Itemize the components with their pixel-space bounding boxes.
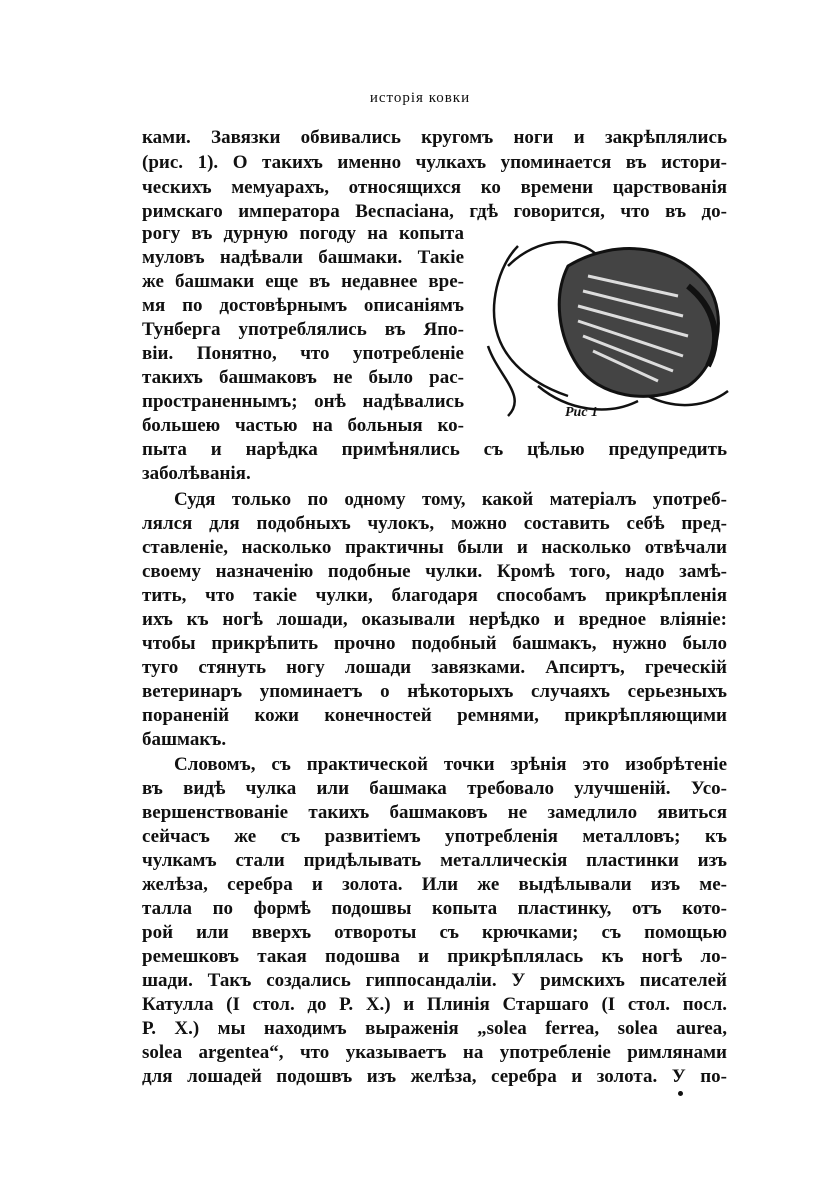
text-line: ставленіе, насколько практичны были и насколько отвѣчали: [142, 537, 727, 558]
text-line: желѣза, серебра и золота. Или же выдѣлывали изъ ме-: [142, 874, 727, 895]
text-line: ремешковъ такая подошва и прикрѣплялась къ ногѣ ло-: [142, 946, 727, 967]
text-line: туго стянуть ногу лошади завязками. Апсиртъ, греческій: [142, 657, 727, 678]
text-line: Тунберга употреблялись въ Япо-: [142, 319, 464, 340]
text-line: solea argentea“, что указываетъ на употребленіе римлянами: [142, 1042, 727, 1063]
text-line: (рис. 1). О такихъ именно чулкахъ упоминается въ истори-: [142, 152, 727, 173]
text-line: ческихъ мемуарахъ, относящихся ко времени царствованія: [142, 177, 727, 198]
text-line: пыта и нарѣдка примѣнялись съ цѣлью предупредить: [142, 439, 727, 460]
text-line: Катулла (I стол. до Р. Х.) и Плинія Старшаго (I стол. посл.: [142, 994, 727, 1015]
text-line: ками. Завязки обвивались кругомъ ноги и закрѣплялись: [142, 127, 727, 148]
text-line: сейчасъ же съ развитіемъ употребленія металловъ; къ: [142, 826, 727, 847]
text-line: же башмаки еще въ недавнее вре-: [142, 271, 464, 292]
figure-caption: Рис 1: [565, 405, 599, 420]
text-line: своему назначенію подобные чулки. Кромѣ того, надо замѣ-: [142, 561, 727, 582]
text-line: большею частью на больныя ко-: [142, 415, 464, 436]
running-title: исторiя ковки: [369, 90, 471, 106]
text-line: башмакъ.: [142, 729, 227, 750]
text-line: Словомъ, съ практической точки зрѣнія это изобрѣтеніе: [174, 754, 727, 775]
hoof-stocking-illustration: [478, 226, 738, 426]
text-line: для лошадей подошвъ изъ желѣза, серебра и золота. У по-: [142, 1066, 727, 1087]
text-line: ихъ къ ногѣ лошади, оказывали нерѣдко и вредное вліяніе:: [142, 609, 727, 630]
text-line: ветеринаръ упоминаетъ о нѣкоторыхъ случаяхъ серьезныхъ: [142, 681, 727, 702]
page-mark: [678, 1091, 683, 1096]
text-line: рой или вверхъ отвороты съ крючками; съ помощью: [142, 922, 727, 943]
text-line: талла по формѣ подошвы копыта пластинку, отъ кото-: [142, 898, 727, 919]
text-line: Р. Х.) мы находимъ выраженія „solea ferrea, solea aurea,: [142, 1018, 727, 1039]
text-line: тить, что такіе чулки, благодаря способамъ прикрѣпленія: [142, 585, 727, 606]
text-line: чтобы прикрѣпить прочно подобный башмакъ, нужно было: [142, 633, 727, 654]
text-line: римскаго императора Веспасіана, гдѣ говорится, что въ до-: [142, 201, 727, 222]
text-line: въ видѣ чулка или башмака требовало улучшеній. Усо-: [142, 778, 727, 799]
text-line: пораненій кожи конечностей ремнями, прикрѣпляющими: [142, 705, 727, 726]
text-line: чулкамъ стали придѣлывать металлическія пластинки изъ: [142, 850, 727, 871]
text-line: заболѣванія.: [142, 463, 251, 484]
text-line: рогу въ дурную погоду на копыта: [142, 223, 464, 244]
text-line: пространеннымъ; онѣ надѣвались: [142, 391, 464, 412]
text-line: шади. Такъ создались гиппосандаліи. У римскихъ писателей: [142, 970, 727, 991]
text-line: муловъ надѣвали башмаки. Такіе: [142, 247, 464, 268]
text-line: такихъ башмаковъ не было рас-: [142, 367, 464, 388]
text-line: лялся для подобныхъ чулокъ, можно составить себѣ пред-: [142, 513, 727, 534]
text-line: вершенствованіе такихъ башмаковъ не замедлило явиться: [142, 802, 727, 823]
text-line: Судя только по одному тому, какой матеріалъ употреб-: [174, 489, 727, 510]
text-line: мя по достовѣрнымъ описаніямъ: [142, 295, 464, 316]
text-line: віи. Понятно, что употребленіе: [142, 343, 464, 364]
